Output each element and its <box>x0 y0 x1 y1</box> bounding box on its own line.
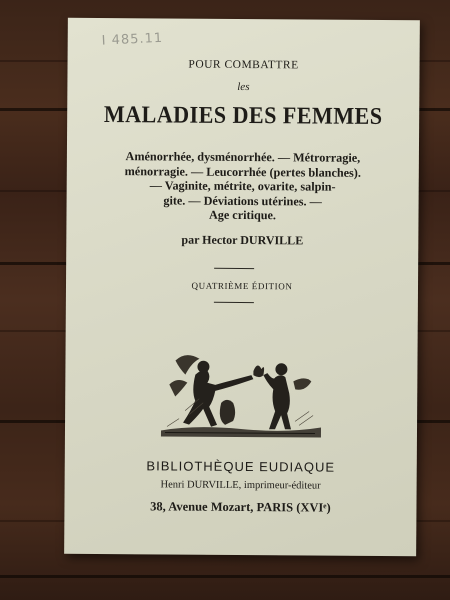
engraving-illustration <box>155 340 328 441</box>
cover-publisher: BIBLIOTHÈQUE EUDIAQUE <box>146 458 336 475</box>
cover-pour: POUR COMBATTRE <box>188 58 299 72</box>
cover-title: MALADIES DES FEMMES <box>103 102 383 130</box>
description-line: — Vaginite, métrite, ovarite, salpin- <box>149 178 336 194</box>
cover-author: par Hector DURVILLE <box>181 232 304 248</box>
divider-top <box>214 268 254 269</box>
description-line: Age critique. <box>208 207 277 223</box>
booklet-cover <box>64 18 420 556</box>
pencil-note: I 485.11 <box>101 30 164 49</box>
divider-bottom <box>214 302 254 303</box>
description-line: Aménorrhée, dysménorrhée. — Métrorragie, <box>125 149 361 165</box>
cover-edition: QUATRIÈME ÉDITION <box>191 280 293 292</box>
cover-description <box>86 149 398 224</box>
cover-printer: Henri DURVILLE, imprimeur-éditeur <box>160 479 321 492</box>
cover-address: 38, Avenue Mozart, PARIS (XVIᵉ) <box>150 499 331 515</box>
description-line: ménorragie. — Leucorrhée (pertes blanches). <box>124 163 361 180</box>
cover-les: les <box>237 80 250 94</box>
description-line: gite. — Déviations utérines. — <box>163 192 322 209</box>
